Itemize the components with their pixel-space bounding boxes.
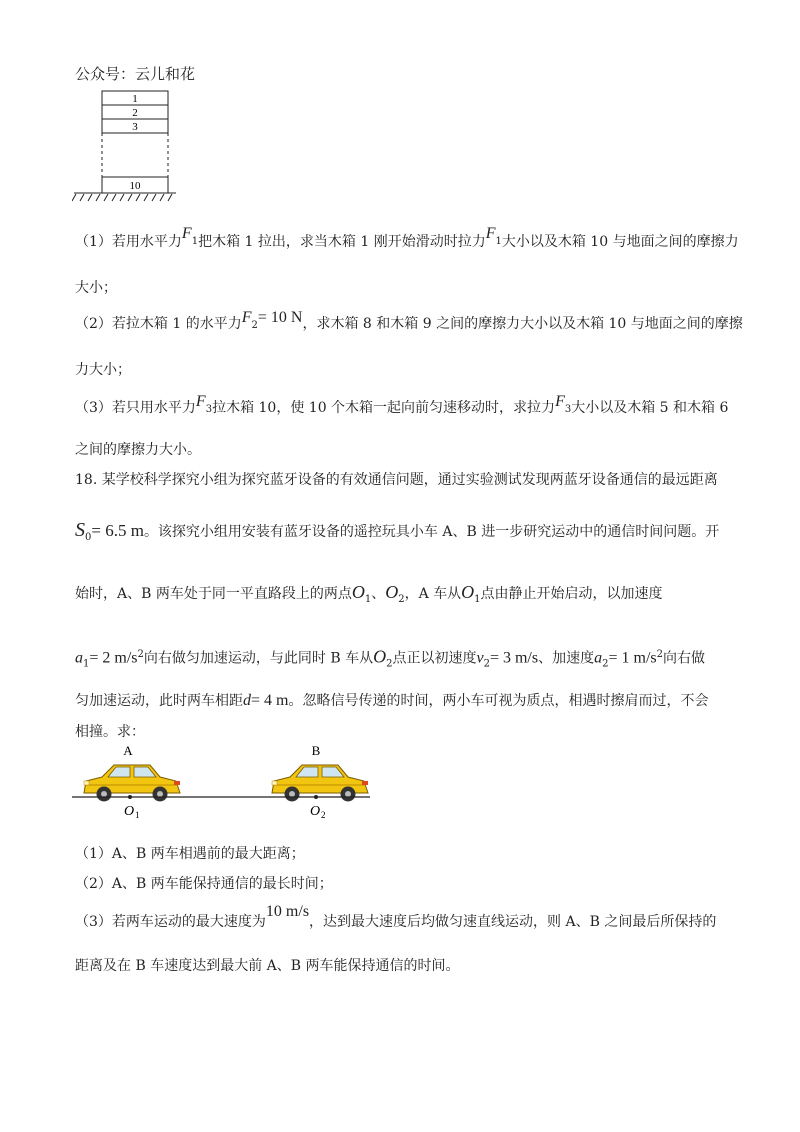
q18-sub3-line1: （3）若两车运动的最大速度为10 m/s，达到最大速度后均做匀速直线运动，则 A、B 之间最后所保持的 xyxy=(75,903,717,930)
q18-intro-line4: $a_1= 2$ $m/s^2$向右做匀加速运动，与此同时 B 车从$O_2$点正以初速度$v_2= 3$ m/s、加速度$a_2= 1$ $m/s^2$向右做 xyxy=(75,646,705,670)
o1-label: O xyxy=(124,804,135,819)
q17-part1-line2: 大小； xyxy=(75,280,117,296)
stacked-boxes-figure xyxy=(72,88,177,210)
box-label-1: 1 xyxy=(132,93,138,105)
q18-intro-line6: 相撞。求： xyxy=(75,724,145,740)
box-label-3: 3 xyxy=(132,121,138,133)
watermark: 公众号：云儿和花 xyxy=(75,65,196,83)
cars-figure xyxy=(72,743,372,825)
o2-subscript: 2 xyxy=(321,810,326,820)
ground-hatch xyxy=(72,194,172,201)
point-o2 xyxy=(314,795,318,799)
q18-intro-line1: 18. 某学校科学探究小组为探究蓝牙设备的有效通信问题，通过实验测试发现两蓝牙设备通信的最远距离 xyxy=(75,472,718,488)
q18-intro-line3: 始时，A、B 两车处于同一平直路段上的两点$O_1$、$O_2$，A 车从$O_1$点由静止开始启动，以加速度 xyxy=(75,582,663,605)
o1-subscript: 1 xyxy=(135,810,140,820)
q18-sub1: （1）A、B 两车相遇前的最大距离； xyxy=(75,846,305,862)
q18-intro-line2: $S_0= 6.5$ m。该探究小组用安装有蓝牙设备的遥控玩具小车 A、B 进一步研究运动中的通信时间问题。开 xyxy=(75,519,720,543)
q18-intro-line5: 匀加速运动，此时两车相距d= 4 m。忽略信号传递的时间，两小车可视为质点，相遇时擦肩而过，不会 xyxy=(75,692,709,709)
point-o1 xyxy=(128,795,132,799)
q17-part2-line1: （2）若拉木箱 1 的水平力$F_2= 10$ N，求木箱 8 和木箱 9 之间的摩擦力大小以及木箱 10 与地面之间的摩擦 xyxy=(75,309,743,332)
q17-part2-line2: 力大小； xyxy=(75,362,131,378)
box-label-2: 2 xyxy=(132,107,138,119)
car-b-icon xyxy=(272,765,368,802)
box-label-10: 10 xyxy=(129,180,141,192)
q18-sub3-line2: 距离及在 B 车速度达到最大前 A、B 两车能保持通信的时间。 xyxy=(75,958,460,974)
q17-part1-line1: （1）若用水平力$F_1$把木箱 1 拉出，求当木箱 1 刚开始滑动时拉力$F_1$大小以及木箱 10 与地面之间的摩擦力 xyxy=(75,225,739,250)
car-a-label: A xyxy=(123,743,133,758)
q17-part3-line1: （3）若只用水平力$F_3$拉木箱 10，使 10 个木箱一起向前匀速移动时，求拉力$F_3$大小以及木箱 5 和木箱 6 xyxy=(75,393,729,416)
car-b-label: B xyxy=(311,743,321,758)
q18-sub2: （2）A、B 两车能保持通信的最长时间； xyxy=(75,876,333,892)
q17-part3-line2: 之间的摩擦力大小。 xyxy=(75,442,201,458)
o2-label: O xyxy=(310,804,321,819)
car-a-icon xyxy=(84,765,180,802)
